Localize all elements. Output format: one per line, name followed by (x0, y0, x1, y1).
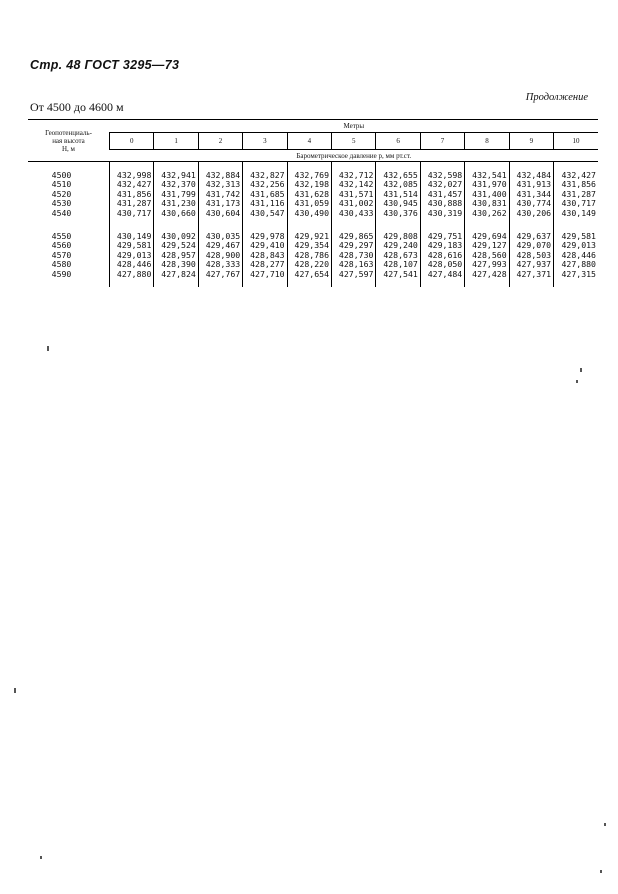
stub-header-line: H, м (62, 144, 75, 153)
pressure-value: 430,149 (116, 231, 152, 241)
scan-speck (604, 823, 606, 826)
pressure-column-cell (287, 162, 331, 233)
pressure-value: 432,712 (338, 170, 374, 180)
pressure-value: 432,142 (338, 179, 374, 190)
pressure-column-cell (110, 162, 154, 233)
pressure-value: 429,410 (250, 240, 285, 251)
pressure-value: 430,149 (561, 207, 596, 218)
pressure-value: 432,598 (427, 170, 463, 180)
pressure-value: 430,035 (205, 231, 241, 241)
pressure-value: 431,344 (516, 188, 552, 199)
pressure-value: 431,457 (427, 188, 463, 199)
pressure-value: 427,710 (250, 268, 285, 279)
pressure-value: 432,198 (294, 179, 330, 190)
column-header: 5 (332, 133, 376, 150)
pressure-column-cell (198, 162, 242, 233)
pressure-value: 432,027 (427, 179, 463, 190)
pressure-value: 432,427 (561, 170, 596, 180)
table-row-group (28, 232, 598, 287)
pressure-value: 432,541 (472, 170, 507, 180)
height-value: 4580 (51, 259, 72, 270)
pressure-value: 429,354 (294, 240, 330, 251)
pressure-value: 429,013 (561, 240, 596, 251)
pressure-value: 429,297 (338, 240, 374, 251)
pressure-value: 429,467 (205, 240, 241, 251)
pressure-column-cell (420, 232, 464, 287)
pressure-value: 432,085 (383, 179, 418, 190)
pressure-value: 429,581 (561, 231, 596, 241)
pressure-value: 430,717 (561, 198, 596, 209)
pressure-value: 427,937 (516, 259, 552, 270)
pressure-value: 427,484 (427, 268, 463, 279)
pressure-value: 428,843 (250, 249, 285, 260)
pressure-value: 430,774 (516, 198, 552, 209)
pressure-value: 431,799 (161, 188, 196, 199)
pressure-column-cell (154, 162, 198, 233)
pressure-value: 427,371 (516, 268, 552, 279)
column-header: 3 (243, 133, 287, 150)
table-row-group (28, 162, 598, 233)
pressure-value: 431,628 (294, 188, 330, 199)
pressure-value: 432,313 (205, 179, 241, 190)
pressure-column-cell (154, 232, 198, 287)
pressure-value: 428,277 (250, 259, 285, 270)
height-cell (28, 232, 110, 287)
pressure-value: 428,560 (472, 249, 507, 260)
pressure-value: 431,287 (561, 188, 596, 199)
pressure-column-cell (420, 162, 464, 233)
pressure-value: 429,070 (516, 240, 552, 251)
pressure-value: 428,050 (427, 259, 463, 270)
scan-speck (600, 870, 602, 873)
stub-header-line: Геопотенциаль- (45, 128, 92, 137)
pressure-value: 427,880 (116, 268, 152, 279)
pressure-value: 431,913 (516, 179, 552, 190)
height-value: 4500 (51, 170, 72, 180)
scan-speck (40, 856, 42, 859)
pressure-value: 429,127 (472, 240, 507, 251)
pressure-value: 431,571 (338, 188, 374, 199)
column-header: 7 (420, 133, 464, 150)
scan-speck (47, 346, 49, 351)
pressure-value: 429,524 (161, 240, 196, 251)
pressure-value: 430,831 (472, 198, 507, 209)
scan-speck (580, 368, 582, 372)
pressure-value: 427,824 (161, 268, 196, 279)
pressure-value: 430,376 (383, 207, 418, 218)
pressure-value: 430,888 (427, 198, 463, 209)
pressure-column-cell (332, 162, 376, 233)
pressure-column-cell (554, 162, 598, 233)
stub-header (28, 120, 110, 162)
page-header: Стр. 48 ГОСТ 3295—73 (30, 58, 180, 72)
height-value: 4590 (51, 268, 72, 279)
height-value: 4540 (51, 207, 72, 218)
pressure-column-cell (198, 232, 242, 287)
column-header: 2 (198, 133, 242, 150)
table-body (28, 162, 598, 288)
pressure-value: 428,673 (383, 249, 418, 260)
pressure-value: 428,900 (205, 249, 241, 260)
pressure-value: 427,993 (472, 259, 507, 270)
pressure-value: 431,856 (561, 179, 596, 190)
pressure-value: 430,433 (338, 207, 374, 218)
pressure-column-cell (376, 162, 420, 233)
pressure-value: 428,220 (294, 259, 330, 270)
pressure-value: 432,427 (116, 179, 152, 190)
pressure-value: 428,957 (161, 249, 196, 260)
pressure-column-cell (243, 232, 287, 287)
pressure-column-cell (243, 162, 287, 233)
pressure-value: 431,400 (472, 188, 507, 199)
pressure-value: 429,694 (472, 231, 507, 241)
pressure-value: 432,370 (161, 179, 196, 190)
pressure-value: 427,428 (472, 268, 507, 279)
pressure-column-cell (465, 232, 509, 287)
pressure-value: 429,865 (338, 231, 374, 241)
pressure-column-cell (509, 232, 553, 287)
pressure-value: 430,319 (427, 207, 463, 218)
pressure-value: 429,978 (250, 231, 285, 241)
pressure-value: 429,921 (294, 231, 330, 241)
pressure-column-cell (554, 232, 598, 287)
pressure-value: 432,998 (116, 170, 152, 180)
pressure-value: 430,945 (383, 198, 418, 209)
pressure-value: 432,256 (250, 179, 285, 190)
pressure-value: 430,490 (294, 207, 330, 218)
height-value: 4550 (51, 231, 72, 241)
scan-speck (14, 688, 16, 693)
pressure-value: 429,013 (116, 249, 152, 260)
pressure-value: 428,730 (338, 249, 374, 260)
pressure-column-cell (376, 232, 420, 287)
height-value: 4520 (51, 188, 72, 199)
pressure-value: 430,092 (161, 231, 196, 241)
pressure-value: 428,446 (116, 259, 152, 270)
pressure-value: 431,970 (472, 179, 507, 190)
pressure-value: 430,660 (161, 207, 196, 218)
pressure-value: 427,767 (205, 268, 241, 279)
pressure-value: 430,604 (205, 207, 241, 218)
pressure-value: 431,685 (250, 188, 285, 199)
pressure-column-cell (110, 232, 154, 287)
pressure-value: 427,880 (561, 259, 596, 270)
column-header: 0 (110, 133, 154, 150)
pressure-table (28, 119, 598, 287)
pressure-value: 432,769 (294, 170, 330, 180)
height-value: 4530 (51, 198, 72, 209)
pressure-value: 429,240 (383, 240, 418, 251)
pressure-value: 428,333 (205, 259, 241, 270)
column-header: 4 (287, 133, 331, 150)
pressure-value: 431,287 (116, 198, 152, 209)
pressure-value: 427,654 (294, 268, 330, 279)
pressure-value: 428,163 (338, 259, 374, 270)
column-header: 6 (376, 133, 420, 150)
pressure-value: 428,446 (561, 249, 596, 260)
pressure-value: 431,173 (205, 198, 241, 209)
column-header: 1 (154, 133, 198, 150)
pressure-value: 431,116 (250, 198, 285, 209)
pressure-value: 427,597 (338, 268, 374, 279)
height-value: 4510 (51, 179, 72, 190)
pressure-value: 428,616 (427, 249, 463, 260)
column-header: 8 (465, 133, 509, 150)
column-header: 10 (554, 133, 598, 150)
pressure-value: 429,581 (116, 240, 152, 251)
stub-header-line: ная высота (52, 136, 85, 145)
pressure-value: 431,059 (294, 198, 330, 209)
pressure-value: 429,183 (427, 240, 463, 251)
metres-header: Метры (110, 120, 599, 133)
pressure-value: 431,742 (205, 188, 241, 199)
column-header: 9 (509, 133, 553, 150)
height-value: 4560 (51, 240, 72, 251)
pressure-value: 432,484 (516, 170, 552, 180)
pressure-value: 428,503 (516, 249, 552, 260)
pressure-value: 430,717 (116, 207, 152, 218)
pressure-value: 430,206 (516, 207, 552, 218)
pressure-column-cell (509, 162, 553, 233)
pressure-value: 427,315 (561, 268, 596, 279)
pressure-value: 427,541 (383, 268, 418, 279)
height-range-title: От 4500 до 4600 м (30, 100, 124, 114)
pressure-value: 431,856 (116, 188, 152, 199)
pressure-value: 428,390 (161, 259, 196, 270)
pressure-column-cell (287, 232, 331, 287)
scan-speck (576, 380, 578, 383)
pressure-value: 429,808 (383, 231, 418, 241)
pressure-value: 430,547 (250, 207, 285, 218)
pressure-value: 432,827 (250, 170, 285, 180)
pressure-header: Барометрическое давление p, мм рт.ст. (110, 150, 599, 162)
pressure-value: 431,514 (383, 188, 418, 199)
pressure-value: 428,786 (294, 249, 330, 260)
pressure-column-cell (332, 232, 376, 287)
pressure-value: 431,002 (338, 198, 374, 209)
height-cell (28, 162, 110, 233)
height-value: 4570 (51, 249, 72, 260)
pressure-value: 431,230 (161, 198, 196, 209)
pressure-value: 430,262 (472, 207, 507, 218)
pressure-column-cell (465, 162, 509, 233)
pressure-value: 432,941 (161, 170, 196, 180)
pressure-value: 432,655 (383, 170, 418, 180)
pressure-value: 428,107 (383, 259, 418, 270)
column-header-row (28, 133, 598, 150)
continuation-label: Продолжение (525, 92, 588, 103)
pressure-value: 429,637 (516, 231, 552, 241)
pressure-value: 429,751 (427, 231, 463, 241)
pressure-value: 432,884 (205, 170, 241, 180)
